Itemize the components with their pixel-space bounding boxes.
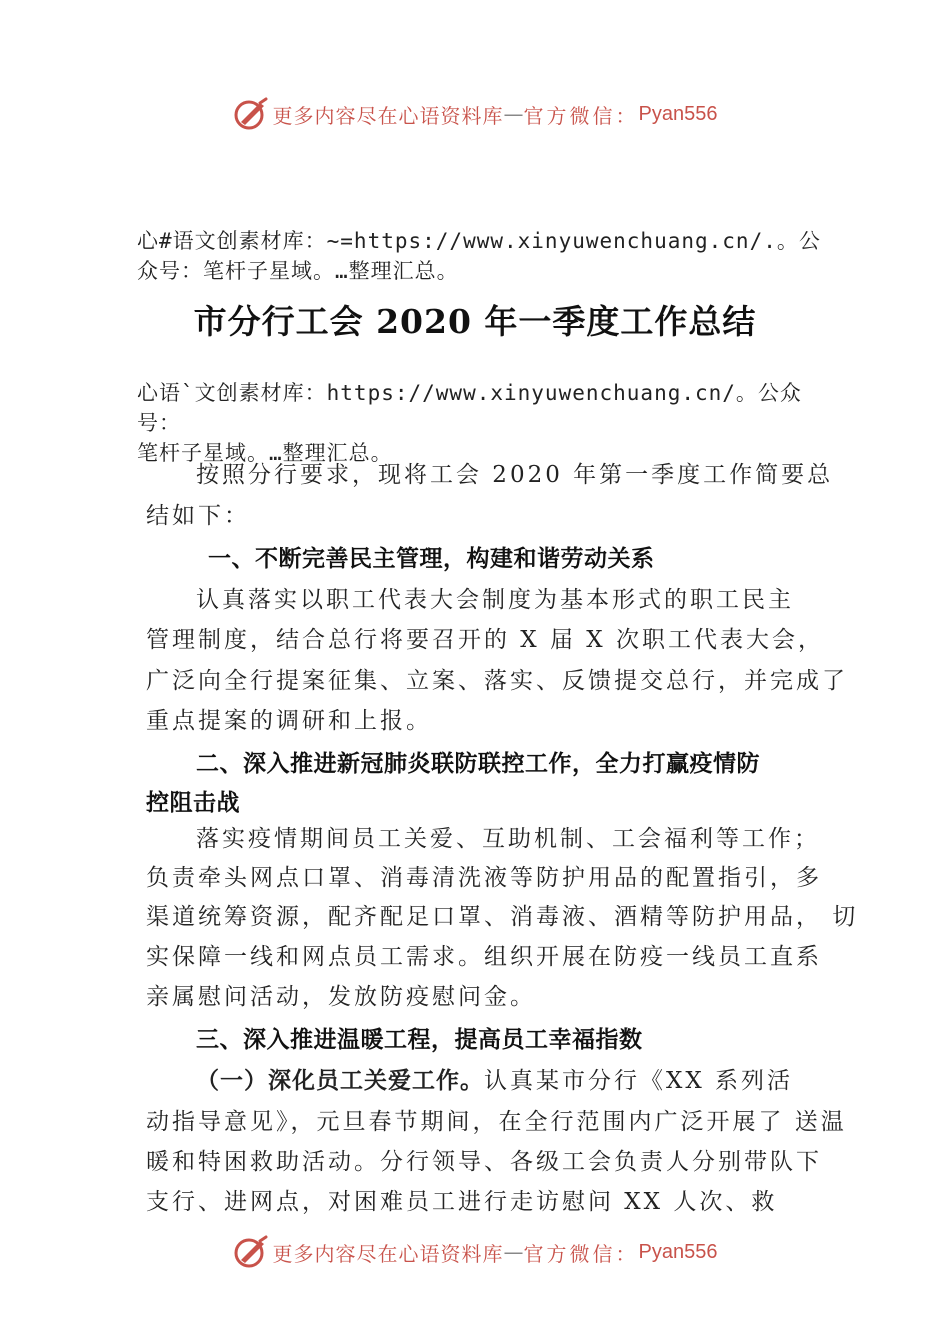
section3-heading: 三、深入推进温暖工程，提高员工幸福指数 [196,1027,643,1053]
section1-line-3: 广泛向全行提案征集、立案、落实、反馈提交总行，并完成了 [146,668,848,694]
banner-text: 更多内容尽在心语资料库 [272,1241,504,1266]
source-note-2-line2: 笔杆子星域。…整理汇总。 [137,441,393,465]
brush-logo-icon [233,96,269,132]
banner-wechat-id: Pyan556 [638,102,718,125]
section3-line-3: 暖和特困救助活动。分行领导、各级工会负责人分别带队下 [146,1149,822,1175]
section2-line-2: 负责牵头网点口罩、消毒清洗液等防护用品的配置指引，多 [146,865,822,891]
section3-subheading: （一）深化员工关爱工作。 [196,1068,484,1094]
section3-line-4: 支行、进网点，对困难员工进行走访慰问 XX 人次、救 [146,1189,778,1215]
section1-line-4: 重点提案的调研和上报。 [146,708,432,734]
section2-heading-line2: 控阻击战 [146,790,240,816]
source-note-1-line1: 心#语文创素材库：~=https://www.xinyuwenchuang.cn/.。公 [137,229,821,253]
section2-line-5: 亲属慰问活动，发放防疫慰问金。 [146,984,536,1010]
header-banner [0,94,950,134]
footer-banner [0,1232,950,1272]
section3-line-1-rest: 认真某市分行《XX 系列活 [484,1068,794,1094]
section1-line-2: 管理制度，结合总行将要召开的 X 届 X 次职工代表大会， [146,627,824,653]
section1-heading: 一、不断完善民主管理，构建和谐劳动关系 [208,546,655,572]
banner-wechat-label: 官方微信： [523,103,639,128]
banner-wechat-label: 官方微信： [523,1241,639,1266]
section2-heading-line1: 二、深入推进新冠肺炎联防联控工作，全力打赢疫情防 [196,751,760,777]
section1-line-1: 认真落实以职工代表大会制度为基本形式的职工民主 [196,587,794,613]
intro-line-2: 结如下： [146,503,250,529]
source-note-2-line1: 心语`文创素材库：https://www.xinyuwenchuang.cn/。公众号： [137,381,802,435]
intro-line-1: 按照分行要求，现将工会 2020 年第一季度工作简要总 [196,462,834,488]
section3-line-1 [196,1061,793,1101]
banner-separator: — [503,102,524,126]
source-note-1-line2: 众号：笔杆子星域。…整理汇总。 [137,259,459,283]
page-title: 市分行工会 2020 年一季度工作总结 [193,302,757,341]
banner-wechat-id: Pyan556 [638,1240,718,1263]
brush-logo-icon [233,1234,269,1270]
section2-line-3: 渠道统筹资源，配齐配足口罩、消毒液、酒精等防护用品， 切 [146,904,859,930]
source-note-1 [137,226,837,286]
section2-line-1: 落实疫情期间员工关爱、互助机制、工会福利等工作； [196,826,820,852]
section2-line-4: 实保障一线和网点员工需求。组织开展在防疫一线员工直系 [146,944,822,970]
banner-separator: — [503,1240,524,1264]
banner-text: 更多内容尽在心语资料库 [272,103,504,128]
section3-line-2: 动指导意见》，元旦春节期间，在全行范围内广泛开展了 送温 [146,1109,847,1135]
